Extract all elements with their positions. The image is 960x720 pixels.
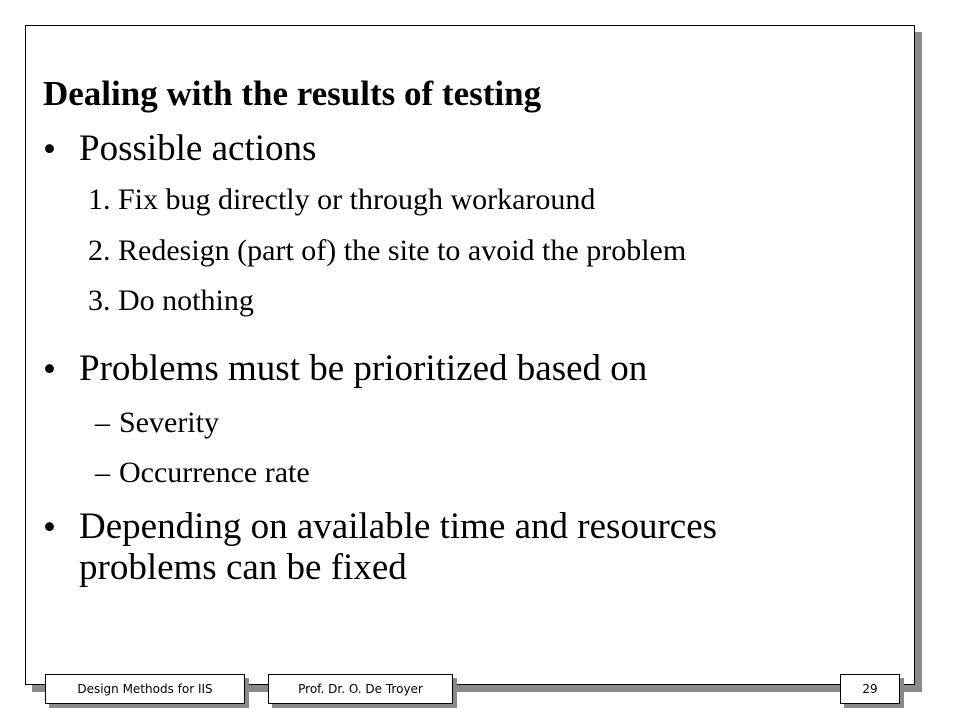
- bullet-text: Problems must be prioritized based on: [79, 348, 648, 389]
- criteria-text: Occurrence rate: [119, 456, 310, 489]
- action-item-1: 1. Fix bug directly or through workaround: [88, 183, 596, 216]
- slide-title: Dealing with the results of testing: [43, 74, 542, 113]
- bullet-text: [79, 506, 717, 588]
- bullet-dot: •: [43, 507, 56, 548]
- bullet-prioritized: [43, 348, 647, 391]
- bullet-dot: •: [43, 349, 56, 390]
- dash-mark: –: [95, 456, 110, 489]
- dash-mark: –: [95, 406, 110, 439]
- bullet-depending: [43, 506, 717, 588]
- action-item-3: 3. Do nothing: [88, 284, 254, 317]
- bullet-text: Possible actions: [79, 128, 317, 169]
- footer-page-number: 29: [840, 674, 900, 704]
- bullet-dot: •: [43, 129, 56, 170]
- bullet-text-line-2: problems can be fixed: [79, 547, 407, 588]
- bullet-possible-actions: [43, 128, 316, 171]
- criteria-item-1: [95, 406, 219, 440]
- footer-author: Prof. Dr. O. De Troyer: [268, 674, 453, 704]
- action-item-2: 2. Redesign (part of) the site to avoid the problem: [88, 234, 687, 267]
- criteria-text: Severity: [119, 406, 219, 439]
- criteria-item-2: [95, 456, 310, 490]
- bullet-text-line-1: Depending on available time and resources: [79, 506, 718, 547]
- footer-course: Design Methods for IIS: [45, 674, 245, 704]
